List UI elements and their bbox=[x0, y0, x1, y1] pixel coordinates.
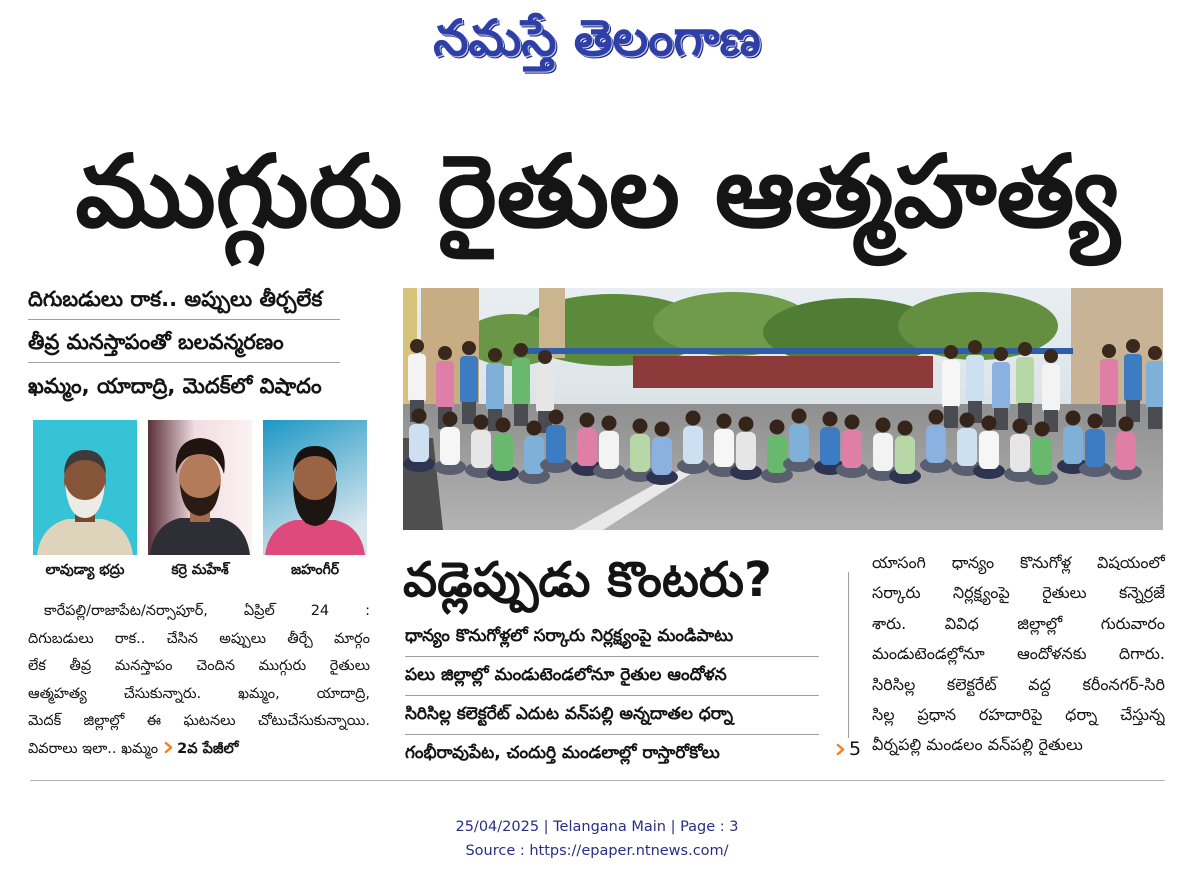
standing-person-head bbox=[1018, 342, 1032, 356]
seated-person-head bbox=[580, 413, 595, 428]
seated-person-head bbox=[960, 413, 975, 428]
standing-person-body bbox=[436, 361, 454, 409]
second-subhead: గంభీరావుపేట, చందుర్తి మండలాల్లో రాస్తారోకోలు bbox=[405, 743, 720, 763]
standing-person-head bbox=[1044, 349, 1058, 363]
second-body-line: మండుటెండల్లోనూ ఆందోళనకు దిగారు. bbox=[872, 644, 1165, 664]
seated-person-head bbox=[1066, 411, 1081, 426]
seated-person-head bbox=[633, 419, 648, 434]
lead-body-line: లేక తీవ్ర మనస్తాపం చెందిన ముగ్గురు రైతులు bbox=[28, 658, 370, 674]
chevron-stroke bbox=[838, 745, 843, 754]
seated-person-head bbox=[929, 410, 944, 425]
standing-person-body bbox=[966, 355, 984, 403]
standing-person-head bbox=[514, 343, 528, 357]
standing-person-head bbox=[994, 347, 1008, 361]
source-url: Source : https://epaper.ntnews.com/ bbox=[465, 843, 729, 859]
continued-page-number: 5 bbox=[849, 738, 862, 760]
seated-person-head bbox=[982, 416, 997, 431]
seated-person-head bbox=[496, 418, 511, 433]
seated-person-head bbox=[898, 421, 913, 436]
seated-person-head bbox=[602, 416, 617, 431]
standing-person-head bbox=[1148, 346, 1162, 360]
standing-person-head bbox=[1102, 344, 1116, 358]
seated-person-body bbox=[714, 429, 734, 467]
standing-person-body bbox=[1146, 361, 1163, 409]
seated-person-head bbox=[655, 422, 670, 437]
standing-person-body bbox=[1042, 364, 1060, 412]
seated-person-body bbox=[1032, 437, 1052, 475]
seated-person-body bbox=[1010, 434, 1030, 472]
portrait-photo-1 bbox=[33, 420, 137, 555]
seated-person-body bbox=[1085, 429, 1105, 467]
standing-person-legs bbox=[1102, 405, 1116, 427]
lead-subhead: దిగుబడులు రాక.. అప్పులు తీర్చలేక bbox=[28, 287, 323, 311]
seated-person-head bbox=[770, 420, 785, 435]
lead-body-line: కారేపల్లి/రాజాపేట/నర్సాపూర్, ఏప్రిల్ 24 : bbox=[44, 603, 370, 619]
second-body-line: యాసంగి ధాన్యం కొనుగోళ్ల విషయంలో bbox=[872, 553, 1165, 572]
standing-person-legs bbox=[944, 406, 958, 428]
seated-person-head bbox=[412, 409, 427, 424]
tractor-trolley bbox=[633, 356, 933, 388]
lead-body-line: ఆత్మహత్య చేసుకున్నారు. ఖమ్మం, యాదాద్రి, bbox=[28, 685, 370, 702]
photo-caption: లావుడ్యా భద్రు bbox=[45, 562, 125, 578]
second-body-line: శారు. వివిధ జిల్లాల్లో గురువారం bbox=[872, 613, 1165, 633]
photo-caption: జహంగీర్ bbox=[290, 562, 340, 578]
seated-person-head bbox=[1013, 419, 1028, 434]
seated-person-body bbox=[789, 424, 809, 462]
seated-person-body bbox=[820, 427, 840, 465]
standing-person-legs bbox=[994, 408, 1008, 430]
seated-person-head bbox=[527, 421, 542, 436]
standing-person-body bbox=[992, 362, 1010, 410]
standing-person-head bbox=[462, 341, 476, 355]
second-body-line: సిల్ల ప్రధాన రహదారిపై ధర్నా చేస్తున్న bbox=[872, 705, 1165, 724]
seated-person-body bbox=[1063, 426, 1083, 464]
standing-person-head bbox=[944, 345, 958, 359]
seated-person-head bbox=[1035, 422, 1050, 437]
standing-person-head bbox=[968, 340, 982, 354]
second-body-line: సర్కారు నిర్లక్ష్యంపై రైతులు కన్నెర్రజే bbox=[872, 583, 1165, 603]
seated-person-body bbox=[842, 430, 862, 468]
second-subhead: పలు జిల్లాల్లో మండుటెండలోనూ రైతుల ఆందోళన bbox=[405, 665, 727, 685]
second-body-line: సిరిసిల్ల కలెక్టరేట్ వద్ద కరీంనగర్-సిరి bbox=[872, 674, 1165, 694]
lead-subhead: తీవ్ర మనస్తాపంతో బలవన్మరణం bbox=[28, 330, 284, 354]
seated-person-head bbox=[876, 418, 891, 433]
blue-barricade bbox=[513, 348, 1073, 354]
chevron-stroke bbox=[166, 743, 171, 752]
second-body-line: వీర్నపల్లి మండలం వన్‌పల్లి రైతులు bbox=[872, 735, 1083, 755]
seated-person-body bbox=[683, 426, 703, 464]
standing-person-body bbox=[408, 354, 426, 402]
lead-body-last-line bbox=[28, 736, 370, 763]
chevron-right-icon bbox=[836, 743, 845, 756]
divider-rule bbox=[28, 319, 340, 320]
seated-person-body bbox=[736, 432, 756, 470]
seated-person-head bbox=[474, 415, 489, 430]
seated-person-head bbox=[739, 417, 754, 432]
seated-person-head bbox=[1119, 417, 1134, 432]
seated-person-head bbox=[549, 410, 564, 425]
second-headline: వడ్లెప్పుడు కొంటరు? bbox=[403, 552, 772, 608]
seated-person-body bbox=[652, 437, 672, 475]
divider-rule bbox=[28, 362, 340, 363]
seated-person-body bbox=[979, 431, 999, 469]
seated-person-body bbox=[524, 436, 544, 474]
seated-person-head bbox=[443, 412, 458, 427]
standing-person-head bbox=[410, 339, 424, 353]
standing-person-body bbox=[1100, 359, 1118, 407]
second-subhead: ధాన్యం కొనుగోళ్లలో సర్కారు నిర్లక్ష్యంపై మండిపాటు bbox=[405, 626, 734, 646]
standing-person-body bbox=[460, 356, 478, 404]
seated-person-body bbox=[895, 436, 915, 474]
standing-person-body bbox=[942, 360, 960, 408]
seated-person-body bbox=[577, 428, 597, 466]
seated-person-body bbox=[409, 424, 429, 462]
column-divider bbox=[848, 572, 849, 738]
seated-person-body bbox=[873, 433, 893, 471]
seated-person-body bbox=[471, 430, 491, 468]
standing-person-body bbox=[1124, 354, 1142, 402]
seated-person-head bbox=[717, 414, 732, 429]
edition-info: 25/04/2025 | Telangana Main | Page : 3 bbox=[455, 819, 739, 835]
lead-body-line: దిగుబడులు రాక.. చేసిన అప్పులు తీర్చే మార్గం bbox=[28, 630, 370, 647]
lead-body-line: వివరాలు ఇలా.. ఖమ్మం bbox=[28, 740, 159, 757]
chevron-right-icon bbox=[164, 741, 173, 754]
seated-person-body bbox=[493, 433, 513, 471]
concrete-pillar bbox=[539, 288, 565, 358]
seated-person-body bbox=[546, 425, 566, 463]
standing-person-head bbox=[488, 348, 502, 362]
seated-person-body bbox=[957, 428, 977, 466]
seated-person-body bbox=[926, 425, 946, 463]
protest-photo bbox=[403, 288, 1163, 530]
standing-person-body bbox=[512, 358, 530, 406]
portrait-photo-3 bbox=[263, 420, 367, 555]
seated-person-head bbox=[845, 415, 860, 430]
seated-person-body bbox=[599, 431, 619, 469]
seated-person-head bbox=[823, 412, 838, 427]
seated-person-head bbox=[686, 411, 701, 426]
seated-person-head bbox=[1088, 414, 1103, 429]
seated-person-head bbox=[792, 409, 807, 424]
lead-subhead: ఖమ్మం, యాదాద్రి, మెదక్‌లో విషాదం bbox=[28, 374, 322, 398]
continued-marker bbox=[830, 735, 870, 763]
seated-person-body bbox=[767, 435, 787, 473]
seated-person-body bbox=[440, 427, 460, 465]
portrait-photo-2 bbox=[148, 420, 252, 555]
standing-person-body bbox=[1016, 357, 1034, 405]
standing-person-legs bbox=[514, 404, 528, 426]
standing-person-head bbox=[1126, 339, 1140, 353]
standing-person-head bbox=[538, 350, 552, 364]
standing-person-legs bbox=[1148, 407, 1162, 429]
continued-on-page: 2వ పేజీలో bbox=[177, 740, 239, 757]
seated-person-body bbox=[630, 434, 650, 472]
masthead-logo: నమస్తే తెలంగాణ bbox=[433, 9, 761, 67]
second-subhead: సిరిసిల్ల కలెక్టరేట్ ఎదుట వన్‌పల్లి అన్నదాతల ధర్నా bbox=[405, 704, 733, 724]
page-bottom-rule bbox=[30, 780, 1165, 781]
photo-caption: కర్రె మహేశ్ bbox=[171, 562, 229, 578]
lead-body-line: మెదక్ జిల్లాల్లో ఈ ఘటనలు చోటుచేసుకున్నాయి. bbox=[28, 713, 370, 729]
seated-person-body bbox=[1116, 432, 1136, 470]
standing-person-body bbox=[536, 365, 554, 413]
lead-headline: ముగ్గురు రైతుల ఆత్మహత్య bbox=[75, 133, 1120, 250]
standing-person-body bbox=[486, 363, 504, 411]
standing-person-head bbox=[438, 346, 452, 360]
